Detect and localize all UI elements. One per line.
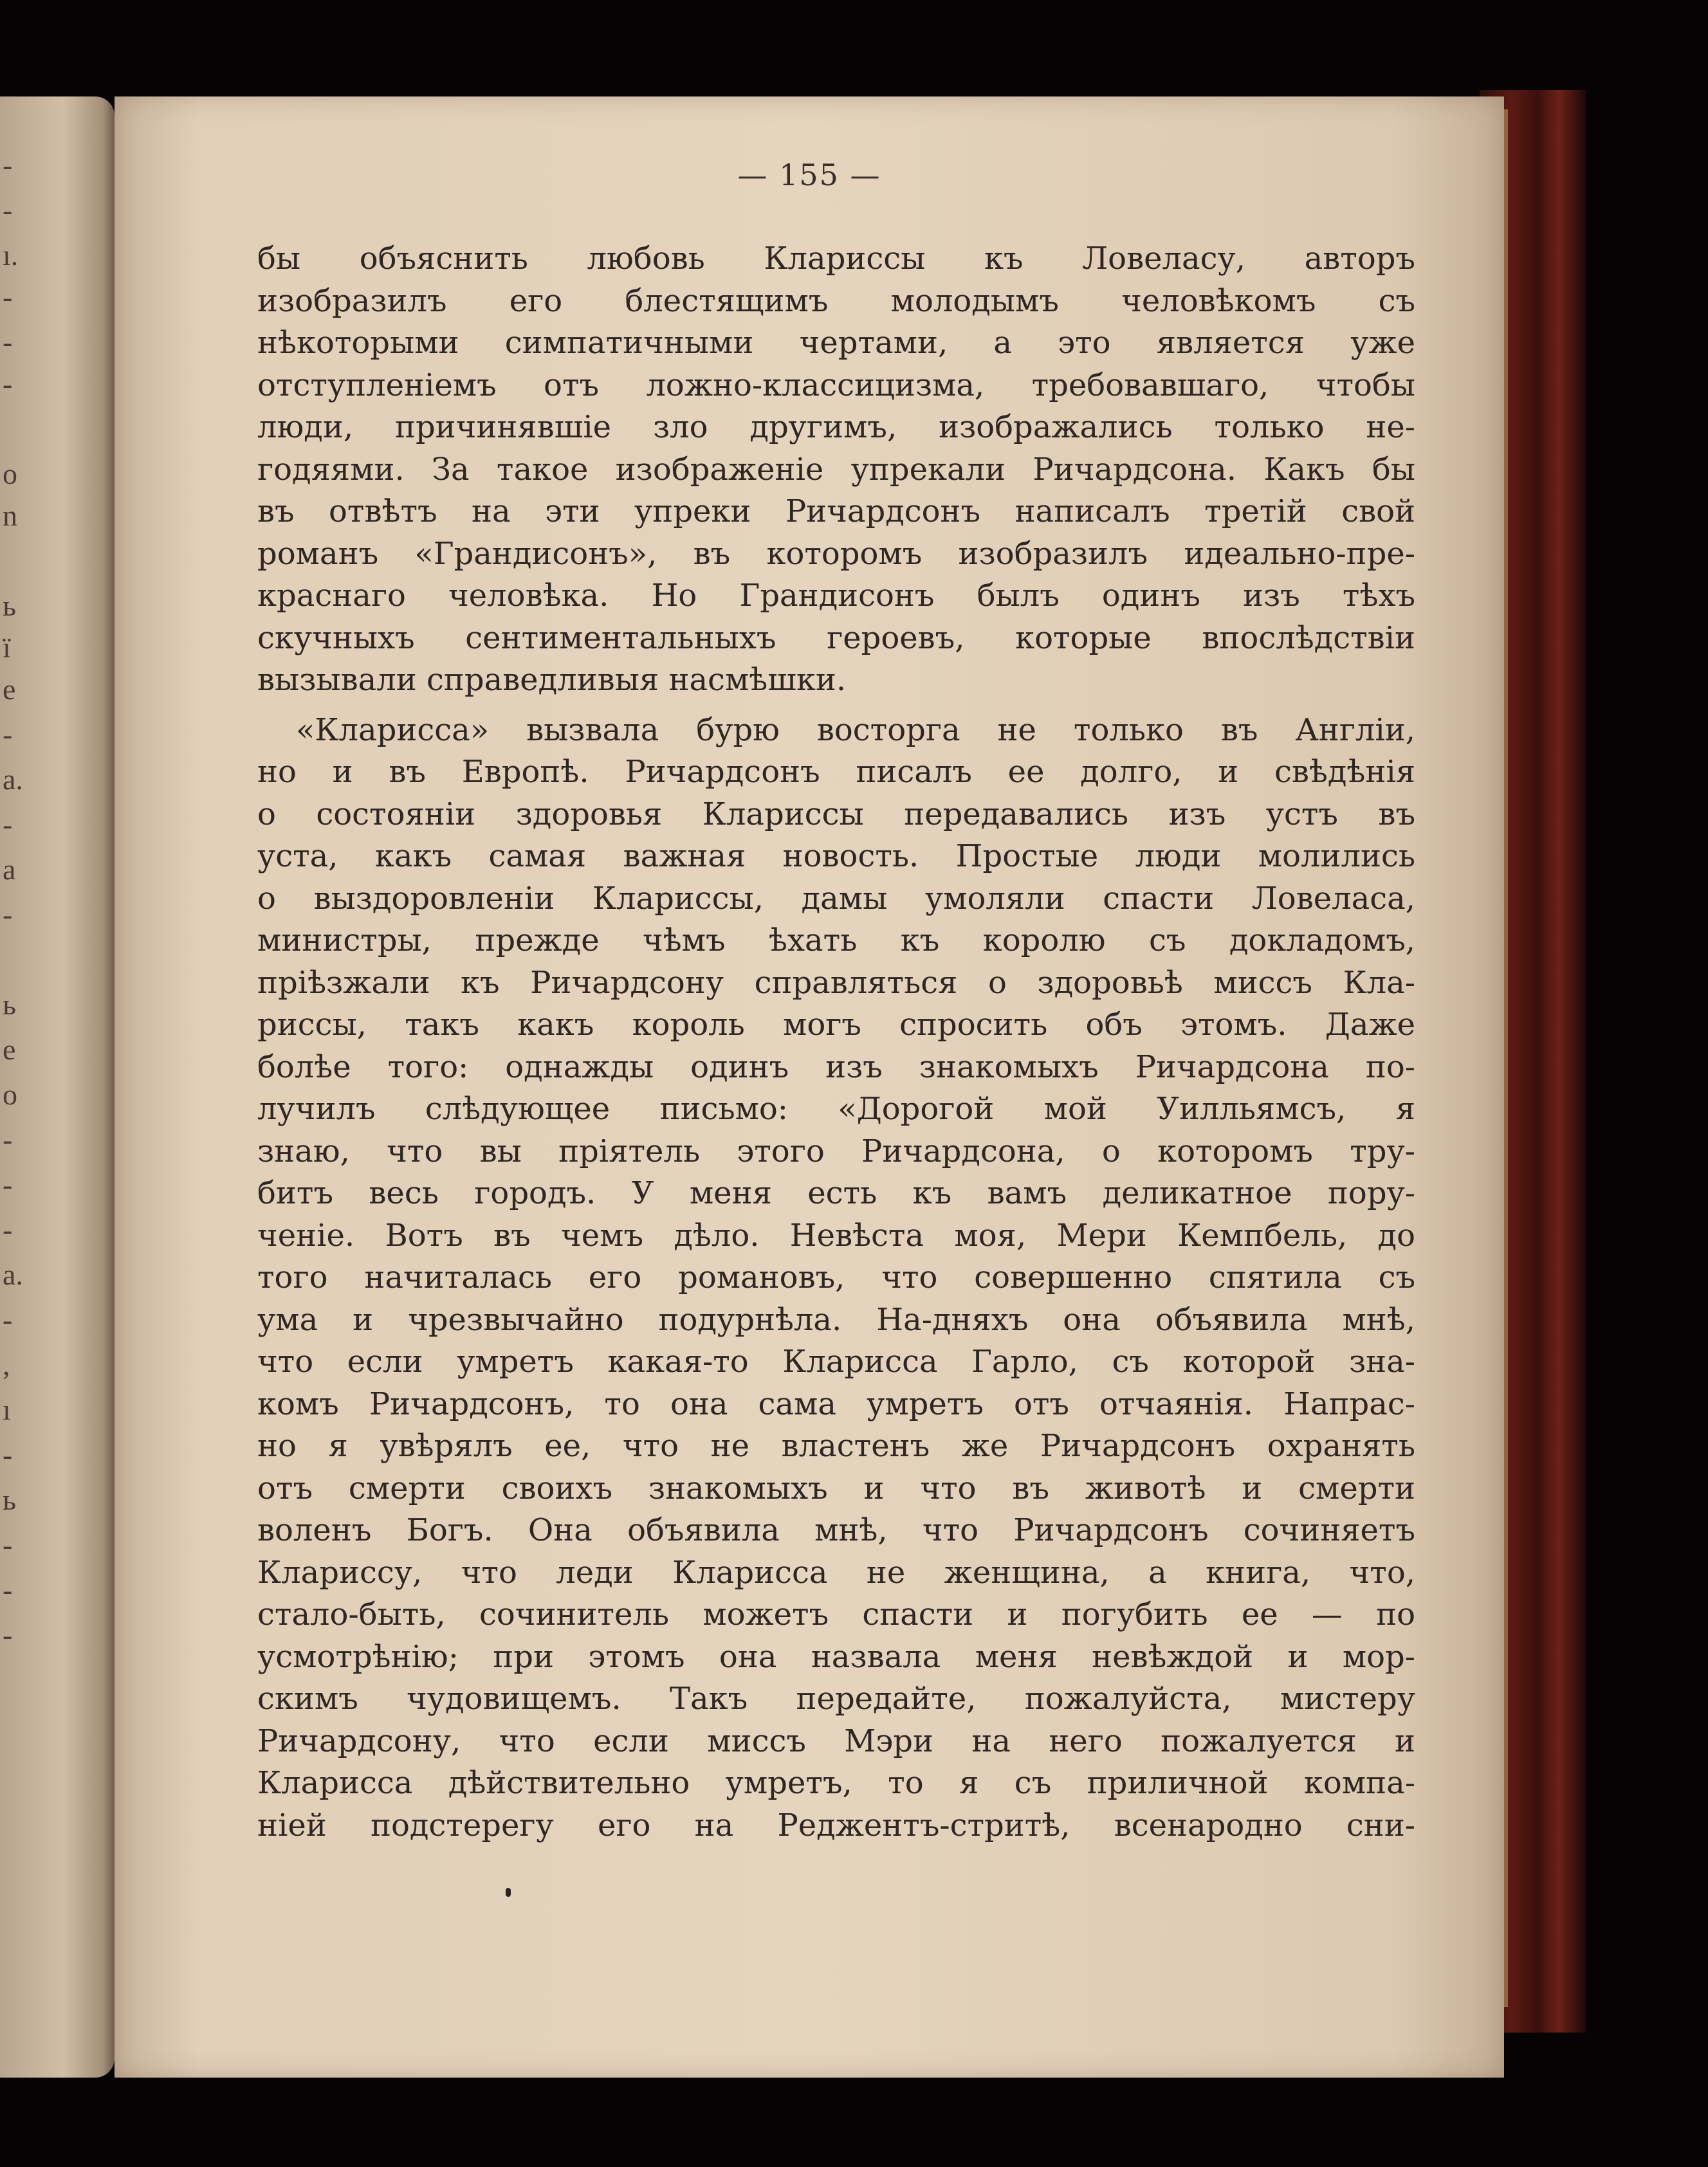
text-line: бы объяснить любовь Клариссы къ Ловеласу, авторъ <box>257 241 1415 277</box>
previous-page-text-fragment: - <box>3 718 13 751</box>
paragraph-gap <box>257 702 1415 709</box>
previous-page-text-fragment: - <box>3 898 13 931</box>
text-line: нѣкоторыми симпатичными чертами, а это является уже <box>257 325 1415 361</box>
text-line: того начиталась его романовъ, что совершенно спятила съ <box>257 1259 1415 1295</box>
text-line: битъ весь городъ. У меня есть къ вамъ деликатное пору- <box>257 1175 1415 1211</box>
previous-page-text-fragment: - <box>3 325 13 358</box>
previous-page-text-fragment: - <box>3 1123 13 1156</box>
previous-page-text-fragment: n <box>3 499 17 532</box>
text-line: ніей подстерегу его на Реджентъ-стритѣ, всенародно сни- <box>257 1807 1415 1843</box>
text-line: въ отвѣтъ на эти упреки Ричардсонъ написалъ третій свой <box>257 493 1415 529</box>
previous-page-text-fragment: - <box>3 149 13 181</box>
previous-page-text-fragment: - <box>3 1528 13 1561</box>
text-line: знаю, что вы пріятель этого Ричардсона, о которомъ тру- <box>257 1133 1415 1169</box>
text-line: о состояніи здоровья Клариссы передавались изъ устъ въ <box>257 796 1415 832</box>
previous-page-text-fragment: - <box>3 280 13 313</box>
text-line: стало-быть, сочинитель можетъ спасти и погубить ее — по <box>257 1596 1415 1632</box>
text-line: Клариссу, что леди Кларисса не женщина, а книга, что, <box>257 1554 1415 1591</box>
ink-speck <box>506 1888 511 1897</box>
text-line: Ричардсону, что если миссъ Мэри на него пожалуется и <box>257 1723 1415 1759</box>
previous-page-edge <box>0 96 115 2078</box>
text-line: пріѣзжали къ Ричардсону справляться о здоровьѣ миссъ Кла- <box>257 964 1415 1001</box>
text-line: отступленіемъ отъ ложно-классицизма, требовавшаго, чтобы <box>257 367 1415 403</box>
previous-page-text-fragment: - <box>3 367 13 400</box>
text-line: но я увѣрялъ ее, что не властенъ же Ричардсонъ охранять <box>257 1428 1415 1464</box>
previous-page-text-fragment: o <box>3 1078 17 1111</box>
text-line: болѣе того: однажды одинъ изъ знакомыхъ Ричардсона по- <box>257 1048 1415 1085</box>
previous-page-text-fragment: a. <box>3 763 23 796</box>
previous-page-text-fragment: a <box>3 853 16 886</box>
previous-page-text-fragment: - <box>3 1573 13 1606</box>
previous-page-text-fragment: e <box>3 1033 16 1066</box>
text-line: изобразилъ его блестящимъ молодымъ человѣкомъ съ <box>257 282 1415 319</box>
text-line: краснаго человѣка. Но Грандисонъ былъ одинъ изъ тѣхъ <box>257 578 1415 614</box>
text-line: скучныхъ сентиментальныхъ героевъ, которые впослѣдствіи <box>257 619 1415 656</box>
previous-page-text-fragment: ı. <box>3 239 19 271</box>
previous-page-text-fragment: a. <box>3 1258 23 1291</box>
previous-page-text-fragment: ı <box>3 1393 11 1426</box>
previous-page-text-fragment: - <box>3 1438 13 1471</box>
text-line: вызывали справедливыя насмѣшки. <box>257 662 847 698</box>
text-line: министры, прежде чѣмъ ѣхать къ королю съ докладомъ, <box>257 922 1415 958</box>
previous-page-text-fragment: - <box>3 1213 13 1246</box>
book-page <box>115 96 1504 2078</box>
text-line: но и въ Европѣ. Ричардсонъ писалъ ее долго, и свѣдѣнія <box>257 754 1415 790</box>
previous-page-text-fragment: ь <box>3 1483 16 1516</box>
page-number: — 155 — <box>737 158 881 192</box>
text-line: романъ «Грандисонъ», въ которомъ изобразилъ идеально-пре- <box>257 535 1415 572</box>
previous-page-text-fragment: - <box>3 1618 13 1651</box>
previous-page-text-fragment: e <box>3 673 16 706</box>
text-line: что если умретъ какая-то Кларисса Гарло, съ которой зна- <box>257 1344 1415 1380</box>
previous-page-text-fragment: ї <box>3 631 11 664</box>
text-line: люди, причинявшіе зло другимъ, изображались только не- <box>257 409 1415 445</box>
text-line: о выздоровленіи Клариссы, дамы умоляли спасти Ловеласа, <box>257 880 1415 917</box>
text-line: уста, какъ самая важная новость. Простые люди молились <box>257 838 1415 874</box>
previous-page-text-fragment: - <box>3 1303 13 1336</box>
text-line: годяями. За такое изображеніе упрекали Ричардсона. Какъ бы <box>257 451 1415 488</box>
text-line: Кларисса дѣйствительно умретъ, то я съ приличной компа- <box>257 1765 1415 1801</box>
previous-page-text-fragment: , <box>3 1348 10 1381</box>
previous-page-text-fragment: - <box>3 194 13 226</box>
previous-page-text-fragment: o <box>3 457 17 490</box>
previous-page-text-fragment: ь <box>3 988 16 1021</box>
page-text <box>257 238 1415 1847</box>
text-line: «Кларисса» вызвала бурю восторга не только въ Англіи, <box>296 711 1415 748</box>
text-line: лучилъ слѣдующее письмо: «Дорогой мой Уилльямсъ, я <box>257 1091 1415 1127</box>
text-line: ченіе. Вотъ въ чемъ дѣло. Невѣста моя, Мери Кемпбель, до <box>257 1217 1415 1254</box>
text-line: воленъ Богъ. Она объявила мнѣ, что Ричардсонъ сочиняетъ <box>257 1512 1415 1548</box>
text-line: риссы, такъ какъ король могъ спросить объ этомъ. Даже <box>257 1007 1415 1043</box>
text-line: комъ Ричардсонъ, то она сама умретъ отъ отчаянія. Напрас- <box>257 1385 1415 1422</box>
text-line: отъ смерти своихъ знакомыхъ и что въ животѣ и смерти <box>257 1470 1415 1506</box>
previous-page-text-fragment: ь <box>3 589 16 622</box>
text-line: усмотрѣнію; при этомъ она назвала меня невѣждой и мор- <box>257 1638 1415 1675</box>
text-line: скимъ чудовищемъ. Такъ передайте, пожалуйста, мистеру <box>257 1681 1415 1717</box>
text-line: ума и чрезвычайно подурнѣла. На-дняхъ она объявила мнѣ, <box>257 1301 1415 1338</box>
previous-page-text-fragment: - <box>3 1168 13 1201</box>
previous-page-text-fragment: - <box>3 808 13 841</box>
